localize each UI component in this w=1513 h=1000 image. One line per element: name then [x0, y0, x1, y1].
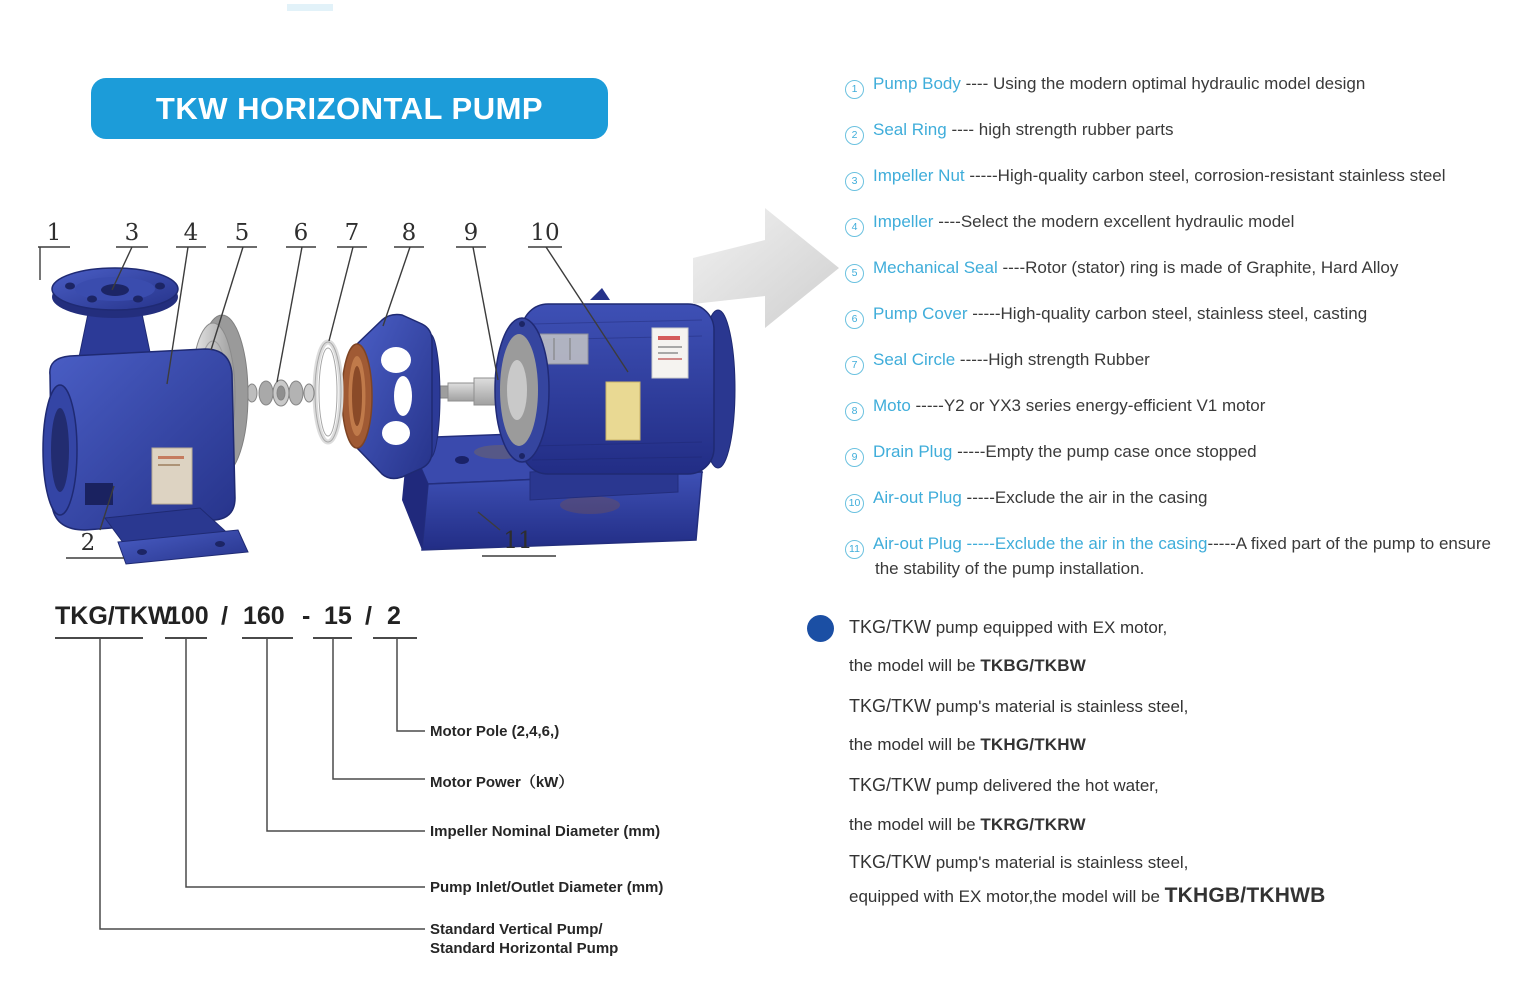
list-item	[845, 534, 1500, 579]
part-number-badge: 1	[845, 80, 864, 99]
top-decorative-dash	[287, 4, 333, 11]
part-description: -----High strength Rubber	[955, 350, 1150, 369]
part-description: ---- high strength rubber parts	[946, 120, 1174, 139]
callout-11: 11	[503, 528, 533, 554]
callout-4: 4	[183, 220, 199, 246]
list-item	[845, 396, 1500, 421]
model-inlet-diameter: 100	[167, 602, 209, 630]
model-dash: -	[302, 602, 311, 630]
part-description: ----Rotor (stator) ring is made of Graphite, Hard Alloy	[997, 258, 1399, 277]
part-name: Seal Circle	[873, 350, 956, 369]
part-name: Impeller	[873, 212, 934, 231]
callout-6: 6	[293, 220, 309, 246]
list-item	[845, 488, 1500, 513]
part-number-badge: 7	[845, 356, 864, 375]
label-impeller-diameter: Impeller Nominal Diameter (mm)	[430, 823, 661, 840]
callout-10: 10	[530, 220, 560, 246]
list-item	[845, 258, 1500, 283]
part-name: Pump Body	[873, 74, 961, 93]
model-separator-1: /	[221, 602, 228, 630]
exploded-pump-diagram	[30, 200, 770, 580]
note-line: TKG/TKW pump's material is stainless steel,	[849, 696, 1189, 716]
part-name: Mechanical Seal	[873, 258, 998, 277]
note-line: TKG/TKW pump equipped with EX motor,	[849, 617, 1168, 637]
part-name: Air-out Plug	[873, 534, 962, 553]
part-number-badge: 9	[845, 448, 864, 467]
part-number-badge: 11	[845, 540, 864, 559]
bullet-icon	[807, 615, 834, 642]
label-standard-horizontal: Standard Horizontal Pump	[430, 940, 619, 957]
label-motor-pole: Motor Pole (2,4,6,)	[430, 723, 560, 740]
label-motor-power: Motor Power（kW）	[430, 774, 574, 791]
part-number-badge: 10	[845, 494, 864, 513]
part-description: -----Y2 or YX3 series energy-efficient V1 motor	[910, 396, 1266, 415]
list-item	[845, 304, 1500, 329]
callout-5: 5	[234, 220, 250, 246]
seal-circle-part	[315, 342, 341, 442]
part-name: Air-out Plug	[873, 488, 962, 507]
part-name: Seal Ring	[873, 120, 947, 139]
part-number-badge: 6	[845, 310, 864, 329]
note-line: TKG/TKW pump delivered the hot water,	[849, 775, 1159, 795]
model-separator-2: /	[365, 602, 372, 630]
model-power: 15	[324, 602, 352, 630]
model-series: TKG/TKW	[55, 602, 172, 630]
note-line: equipped with EX motor,the model will be TKHGB/TKHWB	[849, 884, 1326, 907]
model-pole: 2	[387, 602, 401, 630]
part-description: -----High-quality carbon steel, stainless steel, casting	[967, 304, 1368, 323]
mechanical-seal-part	[247, 380, 314, 406]
part-name: Impeller Nut	[873, 166, 965, 185]
note-line: TKG/TKW pump's material is stainless steel,	[849, 852, 1189, 872]
callout-7: 7	[344, 220, 360, 246]
arrow-right-icon	[693, 198, 843, 340]
model-decode-lines	[40, 635, 740, 965]
part-name: Drain Plug	[873, 442, 953, 461]
title-banner	[91, 78, 608, 139]
part-description: -----A fixed part of the pump to ensure the stability of the pump installation.	[875, 534, 1491, 578]
part-description: -----High-quality carbon steel, corrosion-resistant stainless steel	[964, 166, 1446, 185]
label-standard-vertical: Standard Vertical Pump/	[430, 921, 603, 938]
part-name-continued: -----Exclude the air in the casing	[961, 534, 1208, 553]
part-number-badge: 8	[845, 402, 864, 421]
list-item	[845, 120, 1500, 145]
part-description: ---- Using the modern optimal hydraulic model design	[960, 74, 1366, 93]
callout-2: 2	[80, 530, 96, 556]
part-number-badge: 2	[845, 126, 864, 145]
pump-cover-part	[342, 315, 440, 479]
part-description: ----Select the modern excellent hydraulic model	[933, 212, 1295, 231]
model-variants-notes	[797, 607, 1417, 937]
list-item	[845, 212, 1500, 237]
callout-8: 8	[401, 220, 417, 246]
part-name: Moto	[873, 396, 911, 415]
part-name: Pump Cover	[873, 304, 968, 323]
label-inlet-outlet: Pump Inlet/Outlet Diameter (mm)	[430, 879, 664, 896]
part-description: -----Empty the pump case once stopped	[952, 442, 1257, 461]
callout-1: 1	[46, 220, 62, 246]
note-line: the model will be TKHG/TKHW	[849, 735, 1087, 754]
callout-9: 9	[463, 220, 479, 246]
parts-list	[845, 74, 1500, 600]
note-line: the model will be TKBG/TKBW	[849, 656, 1087, 675]
callout-3: 3	[124, 220, 140, 246]
part-description: -----Exclude the air in the casing	[961, 488, 1208, 507]
list-item	[845, 442, 1500, 467]
list-item	[845, 74, 1500, 99]
part-number-badge: 4	[845, 218, 864, 237]
list-item	[845, 166, 1500, 191]
note-line: the model will be TKRG/TKRW	[849, 815, 1086, 834]
part-number-badge: 3	[845, 172, 864, 191]
pump-body-part	[43, 268, 248, 564]
page-title: TKW HORIZONTAL PUMP	[155, 90, 544, 126]
list-item	[845, 350, 1500, 375]
model-impeller-diameter: 160	[243, 602, 285, 630]
part-number-badge: 5	[845, 264, 864, 283]
